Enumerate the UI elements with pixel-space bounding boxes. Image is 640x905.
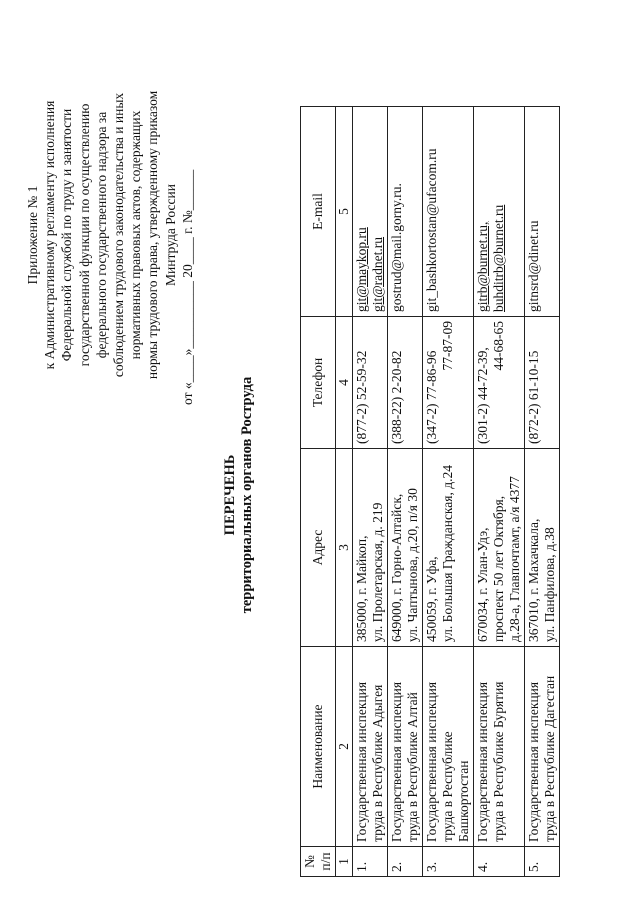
row-number-line: 3.	[424, 861, 439, 872]
territorial-bodies-table	[300, 106, 560, 877]
row-address	[423, 449, 474, 647]
column-number: 2	[336, 647, 353, 847]
row-address-line: 649000, г. Горно-Алтайск,	[389, 493, 404, 642]
row-email-line[interactable]: gitnsrd@dinet.ru	[526, 220, 541, 312]
row-email[interactable]	[388, 107, 423, 317]
row-email-line[interactable]: buhditrb@burnet.ru	[491, 204, 506, 312]
appendix-line: государственной функции по осуществлению	[76, 103, 92, 367]
appendix-date-line: от «____»__________ 20____ г. №______	[179, 169, 195, 405]
appendix-line: федерального государственного надзора за	[93, 111, 109, 359]
appendix-block	[24, 25, 196, 445]
document-title: ПЕРЕЧЕНЬ	[222, 454, 238, 536]
document-subtitle: территориальных органов Роструда	[239, 376, 255, 614]
row-address-line: д.28-а, Главпочтамт, а/я 4377	[507, 476, 522, 642]
appendix-line: к Административному регламенту исполнения	[42, 100, 58, 370]
row-phone	[388, 317, 423, 449]
row-name-line: Государственная инспекция	[475, 681, 490, 842]
row-name-line: Государственная инспекция	[389, 681, 404, 842]
row-phone	[525, 317, 560, 449]
row-name-line: труда в Республике Дагестан	[542, 675, 557, 842]
header-number: № п/п	[301, 847, 336, 877]
row-address-line: 450059, г. Уфа,	[424, 556, 439, 642]
row-name	[423, 647, 474, 847]
header-phone: Телефон	[301, 317, 336, 449]
table-row	[525, 107, 560, 877]
row-address-line: ул. Панфилова, д.38	[542, 527, 557, 642]
row-email-line[interactable]: gitrb@burnet.ru,	[475, 221, 490, 312]
row-phone	[353, 317, 388, 449]
row-name-line: Башкортостан	[456, 760, 471, 842]
row-name	[474, 647, 525, 847]
row-address	[388, 449, 423, 647]
header-address: Адрес	[301, 449, 336, 647]
row-phone-line: (347-2) 77-86-96	[424, 350, 439, 444]
appendix-line: нормативных правовых актов, содержащих	[128, 110, 144, 360]
column-number-row	[336, 107, 353, 877]
document-title-block	[222, 285, 256, 705]
row-address-line: проспект 50 лет Октября,	[491, 495, 506, 642]
row-email[interactable]	[423, 107, 474, 317]
table-header-row	[301, 107, 336, 877]
row-name	[388, 647, 423, 847]
table-row	[353, 107, 388, 877]
row-phone-line: (301-2) 44-72-39,	[475, 347, 490, 444]
row-phone-line: (388-22) 2-20-82	[389, 350, 404, 444]
row-email[interactable]	[353, 107, 388, 317]
table-row	[423, 107, 474, 877]
column-number: 4	[336, 317, 353, 449]
row-address-line: ул. Пролетарская, д. 219	[370, 502, 385, 642]
table-row	[388, 107, 423, 877]
row-address	[353, 449, 388, 647]
row-email-line[interactable]: git_bashkortostan@ufacom.ru	[424, 148, 439, 312]
row-address-line: 367010, г. Махачкала,	[526, 518, 541, 642]
row-address	[525, 449, 560, 647]
column-number: 5	[336, 107, 353, 317]
row-email[interactable]	[525, 107, 560, 317]
header-email: E-mail	[301, 107, 336, 317]
row-name-line: труда в Республике Бурятия	[491, 681, 506, 842]
row-phone-line: (877-2) 52-59-32	[354, 350, 369, 444]
appendix-line: Федеральной службой по труду и занятости	[59, 108, 75, 362]
row-email[interactable]	[474, 107, 525, 317]
row-address-line: ул. Чаптынова, д.20, п/я 30	[405, 488, 420, 642]
header-name: Наименование	[301, 647, 336, 847]
row-number	[525, 847, 560, 877]
row-name-line: труда в Республике	[440, 731, 455, 842]
row-phone-line: 44-68-65	[491, 321, 506, 371]
row-address-line: ул. Большая Гражданская, д.24	[440, 465, 455, 642]
column-number: 3	[336, 449, 353, 647]
row-number-line: 4.	[475, 861, 490, 872]
appendix-line: Приложение № 1	[25, 185, 40, 285]
appendix-line: Минтруда России	[162, 184, 178, 286]
row-phone	[423, 317, 474, 449]
row-number-line: 1.	[354, 861, 369, 872]
appendix-line: нормы трудового права, утвержденному приказом	[145, 90, 161, 380]
row-name-line: Государственная инспекция	[354, 681, 369, 842]
row-name	[353, 647, 388, 847]
row-name	[525, 647, 560, 847]
row-email-line[interactable]: gostrud@mail.gorny.ru.	[389, 183, 404, 312]
row-number	[423, 847, 474, 877]
column-number: 1	[336, 847, 353, 877]
row-address-line: 670034, г. Улан-Удэ,	[475, 527, 490, 642]
row-name-line: Государственная инспекция	[526, 681, 541, 842]
row-name-line: труда в Республике Адыгея	[370, 684, 385, 842]
row-phone-line: (872-2) 61-10-15	[526, 350, 541, 444]
row-email-line[interactable]: git@radnet.ru	[370, 236, 385, 312]
row-number-line: 5.	[526, 861, 541, 872]
appendix-line: соблюдением трудового законодательства и иных	[111, 92, 127, 378]
row-phone	[474, 317, 525, 449]
row-email-line[interactable]: git@maykop.ru	[354, 227, 369, 312]
row-address-line: 385000, г. Майкоп,	[354, 535, 369, 642]
row-address	[474, 449, 525, 647]
row-number	[388, 847, 423, 877]
row-number	[474, 847, 525, 877]
row-name-line: труда в Республике Алтай	[405, 692, 420, 842]
row-name-line: Государственная инспекция	[424, 681, 439, 842]
row-number-line: 2.	[389, 861, 404, 872]
table-row	[474, 107, 525, 877]
row-phone-line: 77-87-09	[440, 321, 455, 371]
row-number	[353, 847, 388, 877]
